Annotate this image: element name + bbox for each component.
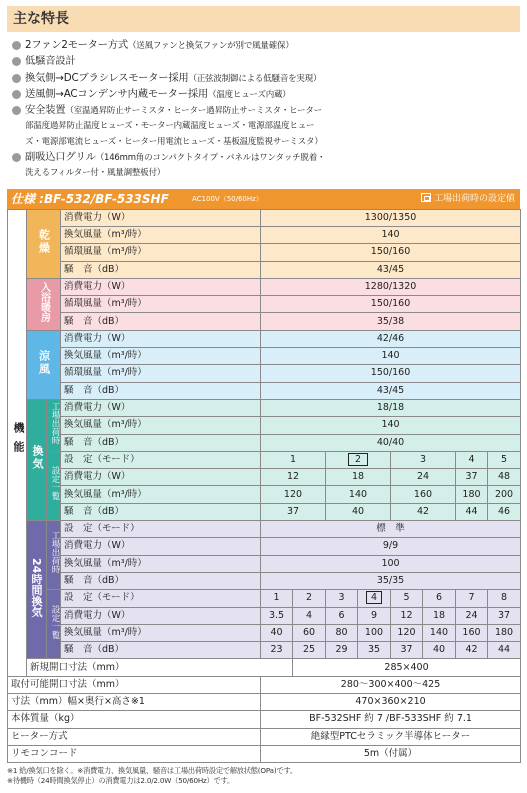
cool-circ-row: 循環風量（m³/時） 150/160 <box>8 365 521 382</box>
bath-group: 入浴暖房 <box>27 278 61 330</box>
vent-s-noise-row: 騒 音（dB） 37 40 42 44 46 <box>8 503 521 520</box>
dry-noise-row: 騒 音（dB） 43/45 <box>8 261 521 278</box>
dry-group: 乾燥 <box>27 209 61 278</box>
vent-factory-label: 工場出荷時 <box>47 399 61 451</box>
footnote: ※1 給/換気口を除く。※消費電力、換気風量、騒音は工場出荷時設定で解放状態(OPa)です。 <box>7 766 297 776</box>
feature-item <box>11 38 520 54</box>
bullet-icon <box>12 90 21 99</box>
vent-group: 換気 <box>27 399 47 520</box>
feature-item <box>11 103 520 150</box>
dry-power: 1300/1350 <box>261 209 521 226</box>
spec-table <box>7 209 521 764</box>
h24-s-power-row: 消費電力（W） 3.5 4 6 9 12 18 24 37 <box>8 607 521 624</box>
spec-bar <box>7 189 520 209</box>
h24-s-noise-row: 騒 音（dB） 23 25 29 35 37 40 42 44 <box>8 642 521 659</box>
dry-vent-row: 換気風量（m³/時） 140 <box>8 226 521 243</box>
dry-circ-row: 循環風量（m³/時） 150/160 <box>8 244 521 261</box>
bath-noise-row: 騒 音（dB） 35/38 <box>8 313 521 330</box>
footnotes <box>7 766 520 786</box>
bullet-icon <box>12 106 21 115</box>
bullet-icon <box>12 153 21 162</box>
feature-detail-cont: 洗えるフィルター付・風量調整板付） <box>25 168 166 179</box>
h24-power-row: 消費電力（W） 9/9 <box>8 538 521 555</box>
feature-detail: （正弦波制御による低騒音を実現） <box>188 73 322 84</box>
h24-s-flow-row: 換気風量（m³/時） 40 60 80 100 120 140 160 180 <box>8 624 521 641</box>
spec-legend <box>421 193 515 205</box>
vent-mode-row: 設定一覧 設 定（モード） 1 2 3 4 5 <box>8 451 521 468</box>
cool-power-row: 涼風 消費電力（W） 42/46 <box>8 330 521 347</box>
function-label: 機能 <box>8 209 27 676</box>
footnote: ※待機時（24時間換気停止）の消費電力は2.0/2.0W（50/60Hz）です。 <box>7 776 234 786</box>
features-list <box>11 38 520 182</box>
bath-power-row: 入浴暖房 消費電力（W） 1280/1320 <box>8 278 521 295</box>
feature-detail: （室温過昇防止サーミスタ・ヒーター過昇防止サーミスタ・ヒーター <box>65 106 323 117</box>
feature-main: 副吸込口グリル <box>25 151 96 164</box>
spec-row: 新規開口寸法（mm） 285×400 <box>8 659 521 676</box>
vent-settings-label: 設定一覧 <box>47 451 61 520</box>
dry-power-row: 機能 乾燥 消費電力（W） 1300/1350 <box>8 209 521 226</box>
h24-factory-label: 工場出荷時 <box>47 521 61 590</box>
factory-setting-icon <box>421 193 431 202</box>
feature-main: 2ファン2モーター方式 <box>25 39 128 51</box>
feature-detail: （温度ヒューズ内蔵） <box>208 89 291 100</box>
cool-group: 涼風 <box>27 330 61 399</box>
spec-row: ヒーター方式 絶縁型PTCセラミック半導体ヒーター <box>8 728 521 745</box>
feature-main: 送風側→ACコンデンサ内蔵モーター採用 <box>25 87 209 100</box>
feature-detail: （送風ファンと換気ファンが別で風量確保） <box>127 41 294 51</box>
h24-factory-mode: 4 <box>366 591 382 604</box>
feature-detail-cont: 部温度過昇防止温度ヒューズ・モーター内蔵温度ヒューズ・電源部温度ヒュー <box>25 121 315 132</box>
h24-group: 24時間換気 <box>27 521 47 659</box>
vent-flow-row: 換気風量（m³/時） 140 <box>8 417 521 434</box>
cool-noise-row: 騒 音（dB） 43/45 <box>8 382 521 399</box>
bullet-icon <box>12 57 21 66</box>
h24-mode-row: 24時間換気 工場出荷時 設 定（モード） 標 準 <box>8 521 521 538</box>
legend-label: 工場出荷時の設定値 <box>433 193 515 204</box>
vent-s-flow-row: 換気風量（m³/時） 120 140 160 180 200 <box>8 486 521 503</box>
h24-settings-label: 設定一覧 <box>47 590 61 659</box>
h24-flow-row: 換気風量（m³/時） 100 <box>8 555 521 572</box>
bullet-icon <box>12 74 21 83</box>
vent-factory-mode: 2 <box>348 453 368 466</box>
h24-noise-row: 騒 音（dB） 35/35 <box>8 572 521 589</box>
feature-item <box>11 54 520 70</box>
spec-row: 本体質量（kg） BF-532SHF 約 7 /BF-533SHF 約 7.1 <box>8 711 521 728</box>
feature-main: 安全装置 <box>25 104 66 117</box>
feature-item <box>11 87 520 103</box>
feature-detail-cont: ズ・電源部電流ヒューズ・ヒーター用電流ヒューズ・基板温度監視サーミスタ） <box>25 136 323 147</box>
features-heading: 主な特長 <box>7 6 520 32</box>
spec-row: リモコンコード 5m（付属） <box>8 745 521 762</box>
feature-detail: （146mm角のコンパクトタイプ・パネルはワンタッチ脱着・ <box>95 153 326 164</box>
vent-noise-row: 騒 音（dB） 40/40 <box>8 434 521 451</box>
feature-main: 低騒音設計 <box>25 55 76 68</box>
bath-circ-row: 循環風量（m³/時） 150/160 <box>8 296 521 313</box>
bullet-icon <box>12 41 21 50</box>
vent-s-power-row: 消費電力（W） 12 18 24 37 48 <box>8 469 521 486</box>
feature-item <box>11 71 520 87</box>
vent-power-row: 換気 工場出荷時 消費電力（W） 18/18 <box>8 399 521 416</box>
feature-main: 換気側→DCブラシレスモーター採用 <box>25 71 189 84</box>
cool-vent-row: 換気風量（m³/時） 140 <box>8 348 521 365</box>
h24-s-mode-row: 設定一覧 設 定（モード） 1 2 3 4 5 6 7 8 <box>8 590 521 607</box>
spec-title: 仕様 :BF-532/BF-533SHF <box>11 191 169 206</box>
spec-power-note: AC100V（50/60Hz） <box>192 194 263 203</box>
feature-item <box>11 150 520 182</box>
spec-row: 取付可能開口寸法（mm） 280～300×400～425 <box>8 676 521 693</box>
spec-row: 寸法（mm）幅×奥行×高さ※1 470×360×210 <box>8 693 521 710</box>
